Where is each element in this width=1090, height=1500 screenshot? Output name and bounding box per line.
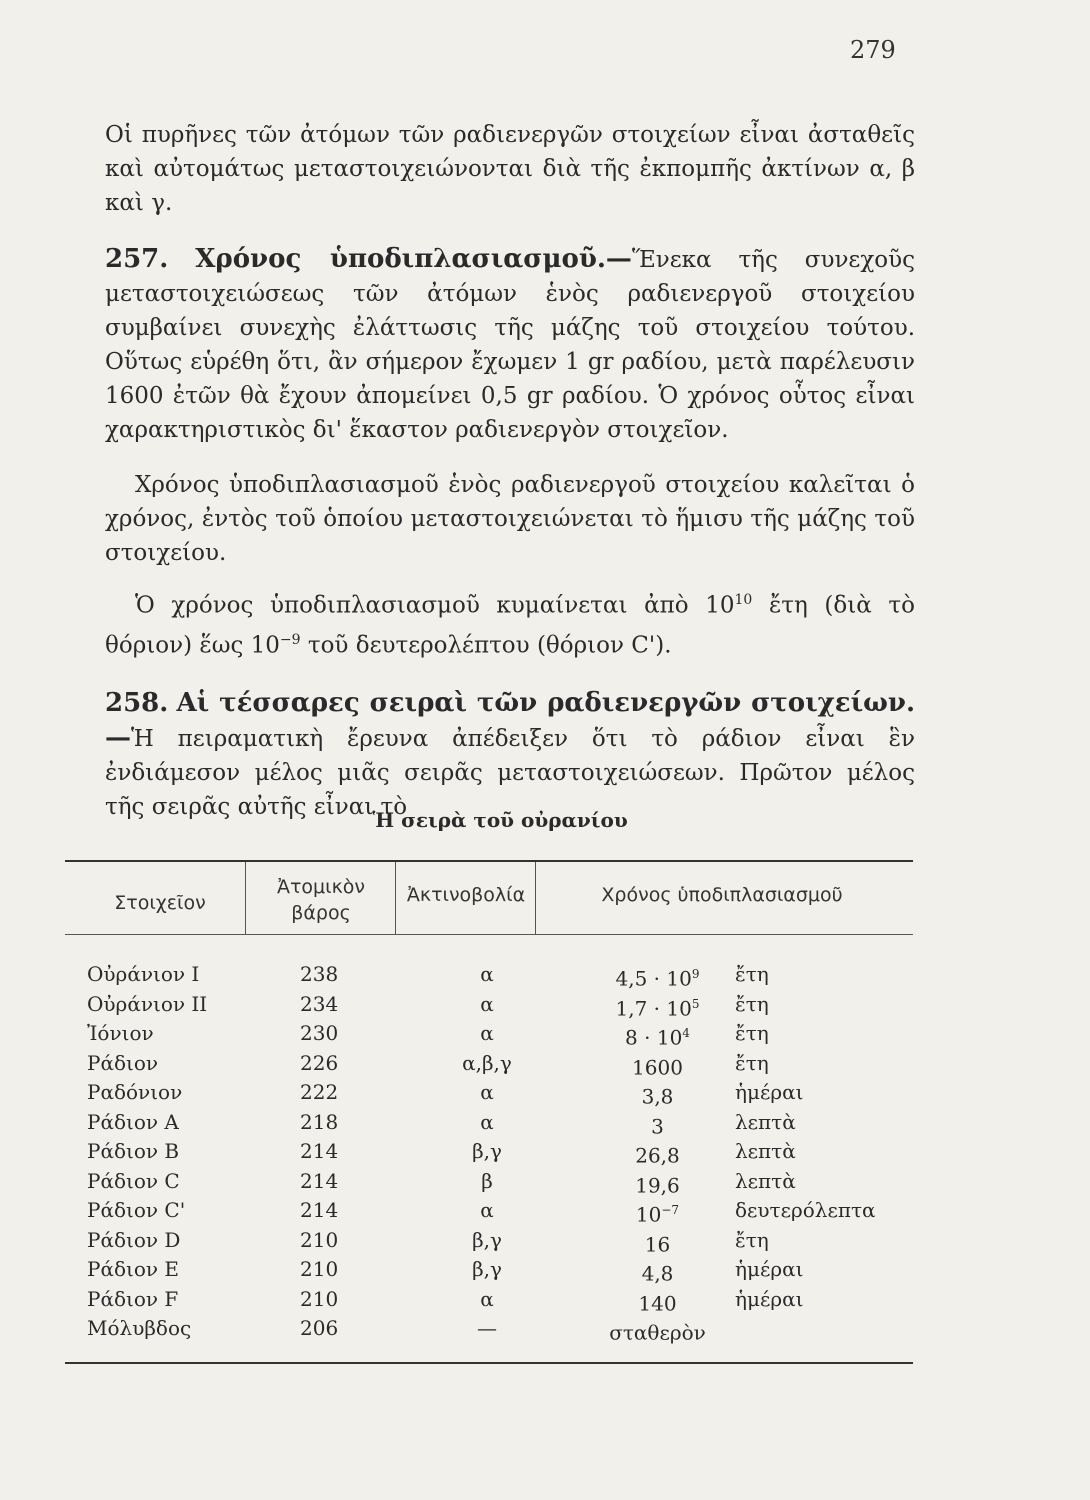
table-row: [65, 1226, 913, 1256]
table-row: [65, 1049, 913, 1079]
table-row: [65, 1019, 913, 1049]
table-row: [65, 1078, 913, 1108]
cell-element: Οὐράνιον I: [87, 962, 200, 986]
cell-radiation: β,γ: [472, 1257, 502, 1281]
cell-element: Ράδιον C': [87, 1198, 186, 1222]
table-row: [65, 1285, 913, 1315]
cell-radiation: α: [480, 1021, 494, 1045]
section-257: [105, 242, 915, 447]
cell-weight: 214: [300, 1168, 339, 1193]
intro-paragraph: Οἱ πυρῆνες τῶν ἀτόμων τῶν ραδιενεργῶν στοιχείων εἶναι ἀσταθεῖς καὶ αὐτομάτως μεταστοιχειώνονται διὰ τῆς ἐκπομπῆς ἀκτίνων α, β καὶ γ.: [105, 122, 915, 216]
cell-weight: 210: [300, 1227, 339, 1252]
cell-element: Οὐράνιον II: [87, 991, 208, 1016]
cell-weight: 206: [300, 1316, 339, 1340]
cell-value: 8 · 10: [625, 1025, 683, 1050]
cell-unit: ἔτη: [735, 991, 769, 1016]
column-divider: [395, 862, 396, 934]
section-257-body: Ἕνεκα τῆς συνεχοῦς μεταστοιχειώσεως τῶν ἀτόμων ἑνὸς ραδιενεργοῦ στοιχείου συμβαίνει συνεχὴς ἐλάττωσις τῆς μάζης τοῦ στοιχείου τούτου. Οὕτως εὑρέθη ὅτι, ἂν σήμερον ἔχωμεν 1 gr ραδίου, μετὰ παρέλευσιν 1600 ἐτῶν θὰ ἔχουν ἀπομείνει 0,5 gr ραδίου. Ὁ χρόνος οὗτος εἶναι χαρακτηριστικὸς δι' ἕκαστον ραδιενεργὸν στοιχεῖον.: [105, 247, 915, 443]
cell-element: Ράδιον E: [87, 1257, 180, 1281]
cell-element: Ράδιον A: [87, 1109, 179, 1134]
cell-element: Μόλυβδος: [87, 1316, 192, 1340]
cell-weight: 214: [300, 1139, 339, 1163]
header-atomic-weight-line2: βάρος: [291, 902, 351, 924]
cell-value: 26,8: [635, 1143, 680, 1168]
cell-weight: 210: [300, 1286, 339, 1311]
cell-element: Ράδιον B: [87, 1139, 180, 1163]
range-exponent-1: 10: [734, 592, 753, 608]
cell-value: 3,8: [641, 1084, 674, 1109]
cell-element: Ράδιον C: [87, 1168, 180, 1193]
cell-weight: 238: [300, 962, 339, 986]
table-row: [65, 1108, 913, 1138]
cell-unit: ἔτη: [735, 1021, 769, 1045]
table-row: [65, 960, 913, 990]
column-divider: [535, 862, 536, 934]
cell-value: 3: [651, 1114, 664, 1139]
section-258-title: Αἱ τέσσαρες σειραὶ τῶν ραδιενεργῶν στοιχείων.—: [105, 688, 915, 753]
range-text-b: ἔτη (διὰ τὸ θόριον) ἕως 10: [105, 592, 915, 659]
cell-weight: 210: [300, 1257, 339, 1281]
header-atomic-weight: [247, 874, 395, 926]
section-258: [105, 686, 915, 824]
table-body: [65, 960, 913, 1344]
cell-value: σταθερὸν: [609, 1320, 706, 1345]
cell-weight: 218: [300, 1109, 339, 1134]
section-257-number: 257.: [105, 244, 169, 274]
cell-exponent: 5: [691, 996, 700, 1011]
cell-unit: ἡμέραι: [735, 1257, 804, 1281]
cell-value: 19,6: [635, 1173, 680, 1198]
uranium-series-table: [65, 860, 913, 1364]
cell-element: Ἰόνιον: [87, 1021, 154, 1045]
header-element: Στοιχεῖον: [114, 892, 206, 914]
cell-value: 16: [644, 1232, 671, 1257]
range-text-a: Ὁ χρόνος ὑποδιπλασιασμοῦ κυμαίνεται ἀπὸ 10: [135, 592, 735, 619]
cell-value: 4,8: [641, 1261, 674, 1286]
table-row: [65, 990, 913, 1020]
cell-weight: 234: [300, 991, 339, 1016]
cell-element: Ράδιον: [87, 1050, 159, 1075]
cell-radiation: β: [481, 1168, 493, 1193]
section-258-body: Ἡ πειραματικὴ ἔρευνα ἀπέδειξεν ὅτι τὸ ράδιον εἶναι ἓν ἐνδιάμεσον μέλος μιᾶς σειρᾶς μεταστοιχειώσεων. Πρῶτον μέλος τῆς σειρᾶς αὐτῆς εἶναι τὸ: [105, 726, 915, 820]
table-row: [65, 1137, 913, 1167]
cell-unit: ἡμέραι: [735, 1286, 804, 1311]
cell-unit: ἔτη: [735, 1227, 769, 1252]
section-257-title: Χρόνος ὑποδιπλασιασμοῦ.—: [195, 244, 632, 274]
cell-radiation: α: [480, 1198, 494, 1222]
cell-value: 1,7 · 10: [615, 996, 692, 1021]
cell-value: 140: [638, 1291, 677, 1316]
range-text-c: τοῦ δευτερολέπτου (θόριον C').: [300, 632, 672, 659]
cell-exponent: 4: [682, 1026, 690, 1040]
cell-unit: λεπτὰ: [735, 1139, 796, 1163]
header-atomic-weight-line1: Ἀτομικὸν: [276, 876, 365, 898]
cell-unit: ἔτη: [735, 1050, 769, 1075]
cell-radiation: β,γ: [472, 1227, 502, 1252]
table-row: [65, 1196, 913, 1226]
cell-element: Ράδιον D: [87, 1227, 181, 1252]
header-half-life: Χρόνος ὑποδιπλασιασμοῦ: [601, 884, 843, 906]
table-row: [65, 1314, 913, 1344]
table-caption: Ἡ σειρὰ τοῦ οὐρανίου: [372, 808, 628, 832]
cell-unit: ἔτη: [735, 962, 769, 986]
header-radiation: Ἀκτινοβολία: [406, 884, 526, 906]
cell-radiation: α,β,γ: [462, 1050, 512, 1075]
cell-unit: δευτερόλεπτα: [735, 1198, 876, 1222]
cell-radiation: β,γ: [472, 1139, 502, 1163]
page-number: 279: [850, 36, 896, 64]
cell-value: 1600: [632, 1055, 683, 1080]
cell-radiation: α: [480, 962, 494, 986]
cell-radiation: α: [480, 991, 494, 1016]
table-row: [65, 1167, 913, 1197]
header-rule: [65, 934, 913, 935]
cell-exponent: −7: [661, 1203, 680, 1217]
cell-radiation: —: [477, 1316, 497, 1340]
definition-paragraph: Χρόνος ὑποδιπλασιασμοῦ ἑνὸς ραδιενεργοῦ στοιχείου καλεῖται ὁ χρόνος, ἐντὸς τοῦ ὁποίου μεταστοιχειώνεται τὸ ἥμισυ τῆς μάζης τοῦ στοιχείου.: [105, 472, 915, 566]
cell-unit: λεπτὰ: [735, 1109, 796, 1134]
cell-unit: λεπτὰ: [735, 1168, 796, 1193]
cell-weight: 214: [300, 1198, 339, 1222]
cell-unit: ἡμέραι: [735, 1080, 804, 1104]
cell-half-life: [595, 1314, 720, 1348]
section-258-number: 258.: [105, 688, 169, 718]
cell-weight: 222: [300, 1080, 339, 1104]
cell-exponent: 9: [691, 967, 700, 981]
column-divider: [245, 862, 246, 934]
cell-radiation: α: [480, 1286, 494, 1311]
cell-radiation: α: [480, 1080, 494, 1104]
cell-value: 10: [635, 1202, 662, 1227]
range-exponent-2: −9: [279, 631, 301, 648]
cell-weight: 230: [300, 1021, 339, 1045]
table-row: [65, 1255, 913, 1285]
range-paragraph: [105, 583, 915, 662]
cell-weight: 226: [300, 1050, 339, 1075]
cell-element: Ράδιον F: [87, 1286, 179, 1311]
cell-radiation: α: [480, 1109, 494, 1134]
cell-value: 4,5 · 10: [615, 966, 692, 991]
cell-element: Ραδόνιον: [87, 1080, 183, 1104]
